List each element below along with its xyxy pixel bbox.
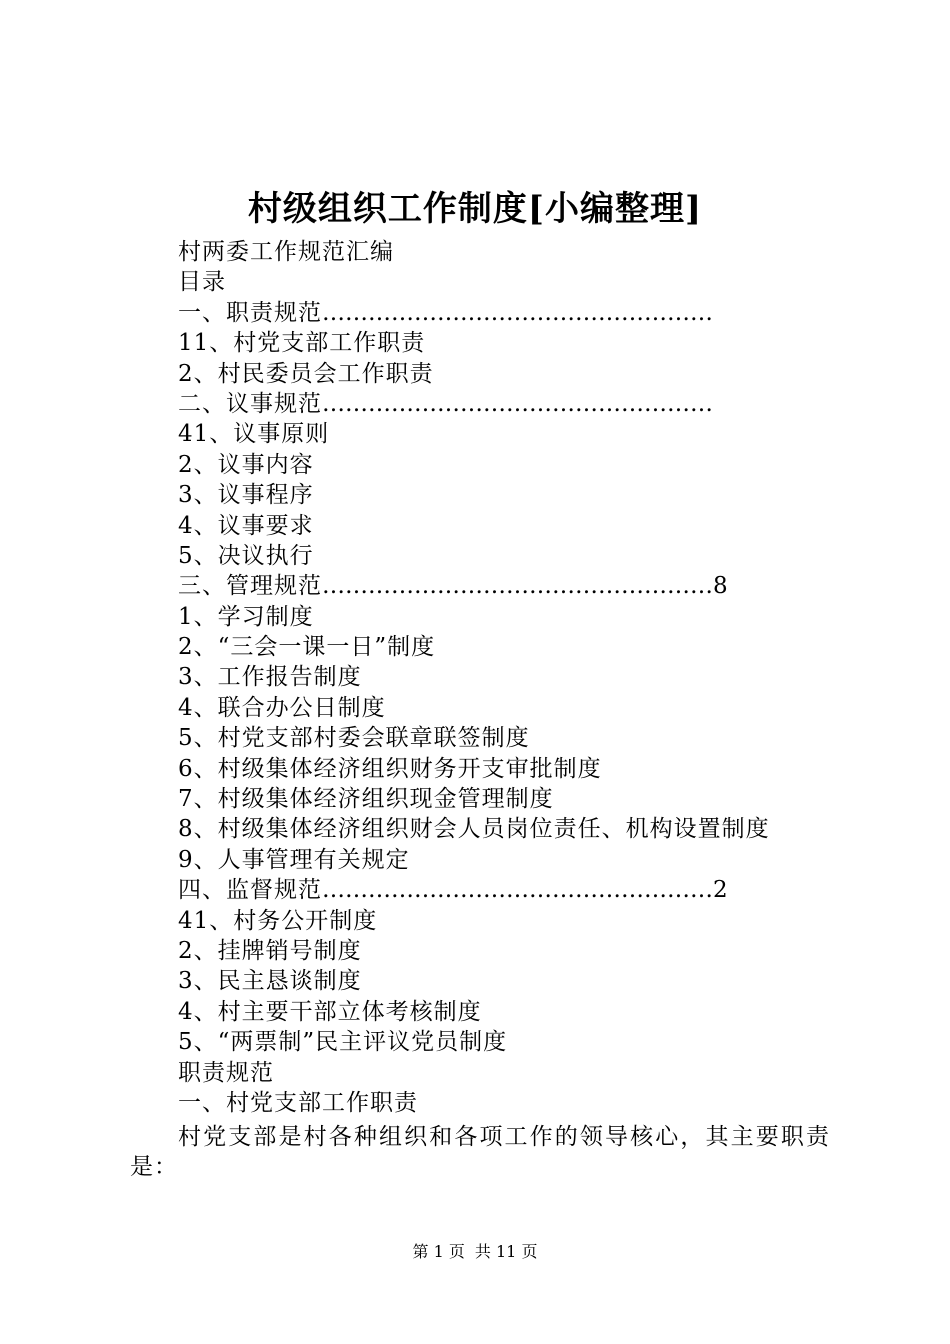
- toc-line: 3、议事程序: [178, 482, 314, 509]
- toc-line: 2、“三会一课一日”制度: [178, 634, 436, 661]
- toc-line: 6、村级集体经济组织财务开支审批制度: [178, 755, 602, 782]
- document-title: 村级组织工作制度[小编整理]: [247, 189, 703, 229]
- toc-section: 四、监督规范……………………………………………2: [178, 877, 729, 904]
- toc-section: 一、职责规范……………………………………………: [178, 299, 713, 326]
- toc-line: 5、村党支部村委会联章联签制度: [178, 725, 530, 752]
- toc-leader: ……………………………………………: [322, 877, 713, 904]
- toc-line: 3、民主恳谈制度: [178, 968, 362, 995]
- toc-line: 5、“两票制”民主评议党员制度: [178, 1029, 508, 1056]
- toc-line: 2、村民委员会工作职责: [178, 360, 434, 387]
- table-of-contents: [178, 237, 858, 1118]
- toc-line: 4、议事要求: [178, 512, 314, 539]
- toc-section: 三、管理规范……………………………………………8: [178, 573, 729, 600]
- toc-line: 村两委工作规范汇编: [178, 239, 394, 265]
- toc-line: 41、村务公开制度: [178, 907, 378, 934]
- toc-page-number: 2: [713, 877, 729, 904]
- toc-line: 4、村主要干部立体考核制度: [178, 998, 482, 1025]
- toc-page-number: 8: [713, 573, 729, 600]
- toc-line: 8、村级集体经济组织财会人员岗位责任、机构设置制度: [178, 816, 770, 843]
- body-paragraph: 村党支部是村各种组织和各项工作的领导核心，其主要职责是：: [130, 1124, 830, 1181]
- toc-leader: ……………………………………………: [322, 390, 713, 417]
- toc-line: 7、村级集体经济组织现金管理制度: [178, 786, 554, 813]
- toc-line: 4、联合办公日制度: [178, 694, 386, 721]
- toc-line: 1、学习制度: [178, 603, 314, 630]
- toc-line: 2、挂牌销号制度: [178, 937, 362, 964]
- section-heading: 职责规范: [178, 1059, 274, 1086]
- toc-line: 11、村党支部工作职责: [178, 330, 426, 357]
- toc-section: 二、议事规范……………………………………………: [178, 390, 713, 417]
- toc-line: 41、议事原则: [178, 421, 330, 448]
- toc-leader: ……………………………………………: [322, 573, 713, 600]
- toc-line: 2、议事内容: [178, 451, 314, 478]
- toc-leader: ……………………………………………: [322, 299, 713, 326]
- toc-line: 目录: [178, 269, 226, 296]
- total-pages-label: 共 11 页: [474, 1242, 538, 1261]
- page-footer: [0, 1242, 950, 1262]
- section-subheading: 一、村党支部工作职责: [178, 1089, 418, 1116]
- toc-line: 3、工作报告制度: [178, 664, 362, 691]
- page-number-label: 第 1 页: [412, 1242, 465, 1261]
- toc-line: 5、决议执行: [178, 542, 314, 569]
- toc-line: 9、人事管理有关规定: [178, 846, 410, 873]
